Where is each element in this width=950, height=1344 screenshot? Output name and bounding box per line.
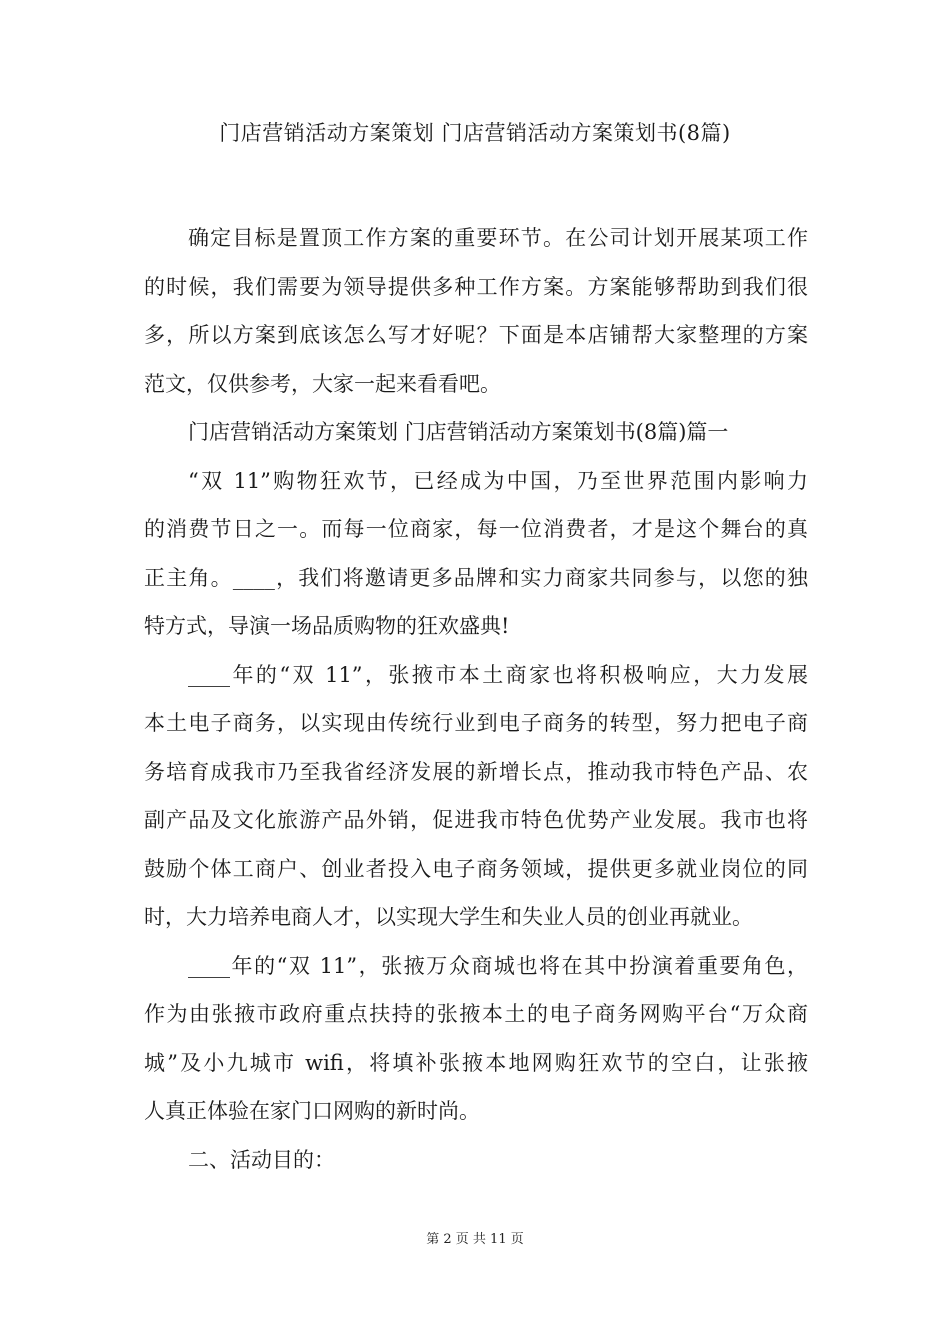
paragraph-line: 本土电子商务，以实现由传统行业到电子商务的转型，努力把电子商 xyxy=(144,711,808,735)
section-heading: 门店营销活动方案策划 门店营销活动方案策划书(8篇)篇一 xyxy=(188,420,729,444)
paragraph-line: 多，所以方案到底该怎么写才好呢？下面是本店铺帮大家整理的方案 xyxy=(144,323,808,347)
paragraph-line: ____年的“双 11”，张掖万众商城也将在其中扮演着重要角色， xyxy=(188,953,808,978)
paragraph-line: 范文，仅供参考，大家一起来看看吧。 xyxy=(144,371,501,396)
paragraph-line: 确定目标是置顶工作方案的重要环节。在公司计划开展某项工作 xyxy=(188,226,808,250)
paragraph-line: 务培育成我市乃至我省经济发展的新增长点，推动我市特色产品、农 xyxy=(144,759,808,784)
paragraph-line: 人真正体验在家门口网购的新时尚。 xyxy=(144,1099,480,1123)
paragraph-line: 时，大力培养电商人才，以实现大学生和失业人员的创业再就业。 xyxy=(144,905,753,929)
paragraph-line: 作为由张掖市政府重点扶持的张掖本土的电子商务网购平台“万众商 xyxy=(144,1002,808,1026)
paragraph-line: 的消费节日之一。而每一位商家，每一位消费者，才是这个舞台的真 xyxy=(144,517,808,541)
paragraph-line: 城”及小九城市 wifi，将填补张掖本地网购狂欢节的空白，让张掖 xyxy=(144,1050,808,1075)
paragraph-line: “双 11”购物狂欢节，已经成为中国，乃至世界范围内影响力 xyxy=(188,468,808,493)
paragraph-line: 副产品及文化旅游产品外销，促进我市特色优势产业发展。我市也将 xyxy=(144,808,808,832)
document-body xyxy=(144,214,808,1184)
paragraph-line: 特方式，导演一场品质购物的狂欢盛典! xyxy=(144,614,510,638)
paragraph-line: ____年的“双 11”，张掖市本土商家也将积极响应，大力发展 xyxy=(188,662,808,687)
section-heading: 二、活动目的： xyxy=(188,1147,335,1172)
document-title: 门店营销活动方案策划 门店营销活动方案策划书(8篇) xyxy=(219,121,731,145)
paragraph-line: 鼓励个体工商户、创业者投入电子商务领域，提供更多就业岗位的同 xyxy=(144,856,808,881)
paragraph-line: 的时候，我们需要为领导提供多种工作方案。方案能够帮助到我们很 xyxy=(144,274,808,299)
page-number-footer: 第 2 页 共 11 页 xyxy=(426,1232,524,1247)
paragraph-line: 正主角。____，我们将邀请更多品牌和实力商家共同参与，以您的独 xyxy=(144,565,808,590)
